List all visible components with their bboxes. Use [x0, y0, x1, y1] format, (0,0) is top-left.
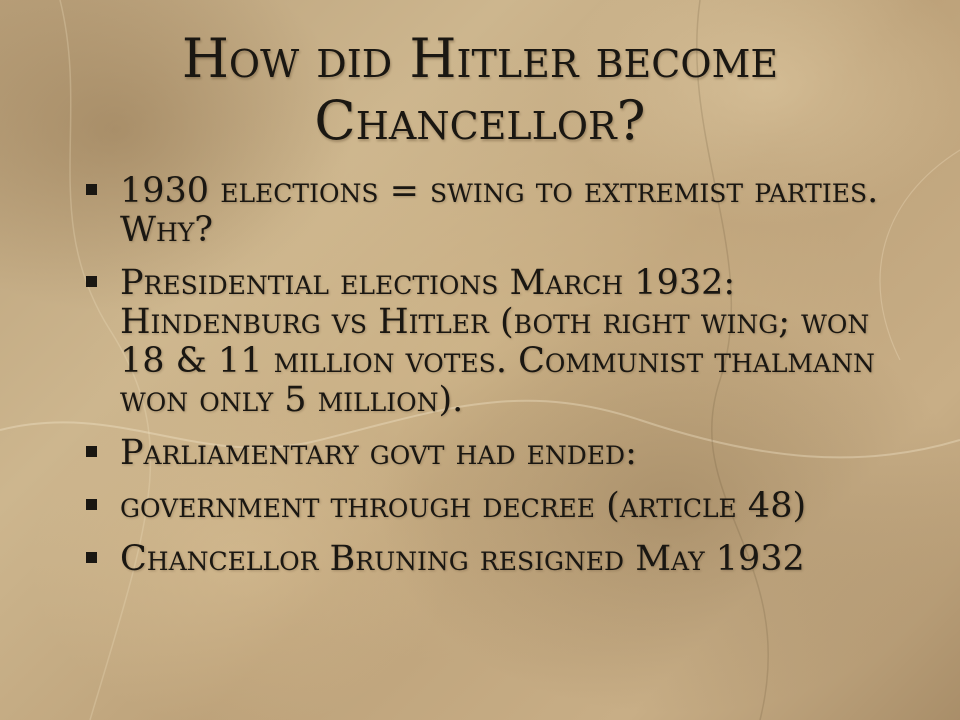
square-bullet-icon	[86, 276, 97, 287]
bullet-text: 1930 elections = swing to extremist parties. Why?	[120, 171, 879, 250]
square-bullet-icon	[86, 184, 97, 195]
bullet-item	[84, 434, 884, 473]
bullet-text: Parliamentary govt had ended:	[120, 433, 637, 473]
bullet-text: government through decree (article 48)	[120, 486, 807, 526]
square-bullet-icon	[86, 499, 97, 510]
bullet-item	[84, 264, 884, 420]
bullet-item	[84, 487, 884, 526]
bullet-item	[84, 540, 884, 579]
bullet-list	[84, 172, 884, 593]
square-bullet-icon	[86, 552, 97, 563]
bullet-item	[84, 172, 884, 250]
square-bullet-icon	[86, 446, 97, 457]
slide-title: How did Hitler become Chancellor?	[181, 27, 779, 152]
bullet-text: Chancellor Bruning resigned May 1932	[120, 539, 805, 579]
bullet-text: Presidential elections March 1932: Hindenburg vs Hitler (both right wing; won 18 & 11 million votes. Communist thalmann won only 5 million).	[120, 263, 875, 420]
